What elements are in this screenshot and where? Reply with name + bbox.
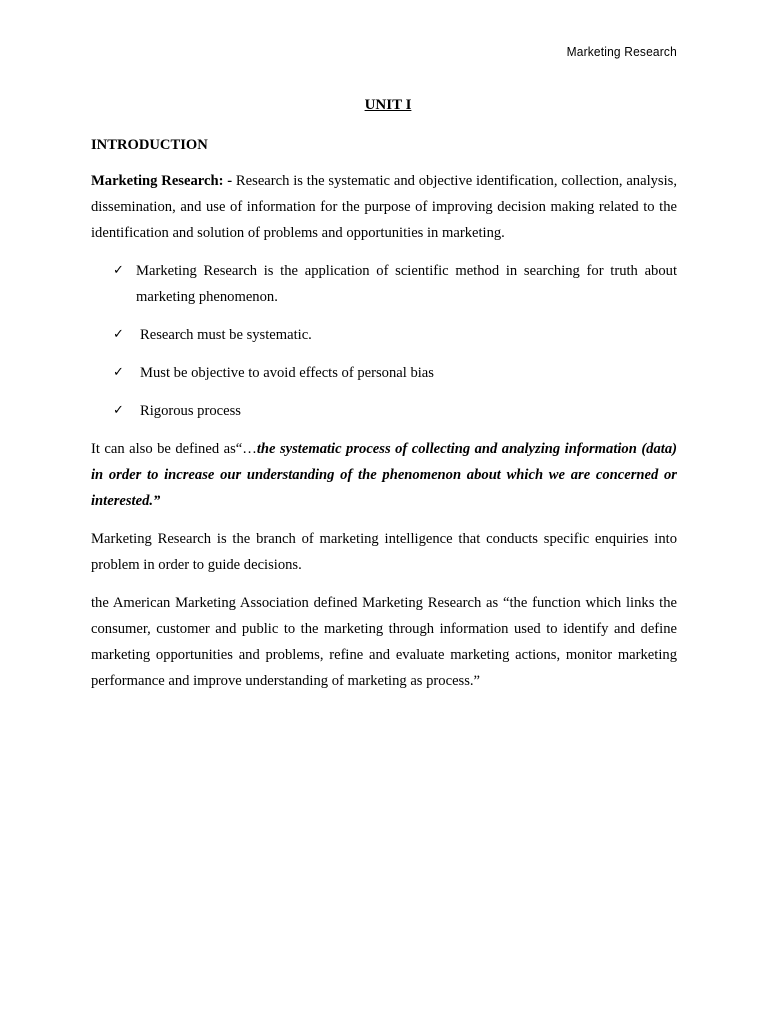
section-heading: INTRODUCTION [91, 137, 208, 153]
unit-title: UNIT I [364, 97, 412, 113]
list-item-text: Must be objective to avoid effects of personal bias [140, 365, 434, 381]
page-content [91, 92, 677, 706]
list-item [113, 360, 677, 386]
bullet-list [91, 258, 677, 424]
branch-paragraph: Marketing Research is the branch of marketing intelligence that conducts specific enquiries into problem in order to guide decisions. [91, 531, 677, 573]
checkmark-icon: ✓ [113, 403, 124, 418]
list-item-text: Marketing Research is the application of scientific method in searching for truth about marketing phenomenon. [136, 263, 677, 305]
defined-as-lead: It can also be defined as“… [91, 441, 257, 457]
list-item [113, 322, 677, 348]
definition-paragraph [91, 168, 677, 246]
definition-text: Research is the systematic and objective identification, collection, analysis, dissemination, and use of information for the purpose of improving decision making related to the identification and solution of problems and opportunities in marketing. [91, 173, 677, 241]
definition-term: Marketing Research: - [91, 173, 233, 189]
running-header: Marketing Research [566, 44, 677, 59]
list-item-text: Rigorous process [140, 403, 241, 419]
checkmark-icon: ✓ [113, 263, 124, 278]
checkmark-icon: ✓ [113, 365, 124, 380]
defined-as-paragraph [91, 436, 677, 514]
checkmark-icon: ✓ [113, 327, 124, 342]
list-item-text: Research must be systematic. [140, 327, 312, 343]
defined-as-quote: the systematic process of collecting and analyzing information (data) in order to increase our understanding of the phenomenon about which we are concerned or interested.” [91, 441, 677, 509]
list-item [113, 398, 677, 424]
list-item [113, 258, 677, 310]
ama-paragraph: the American Marketing Association defined Marketing Research as “the function which links the consumer, customer and public to the marketing through information used to identify and define marketing opportunities and problems, refine and evaluate marketing actions, monitor marketing performance and improve understanding of marketing as process.” [91, 595, 677, 689]
